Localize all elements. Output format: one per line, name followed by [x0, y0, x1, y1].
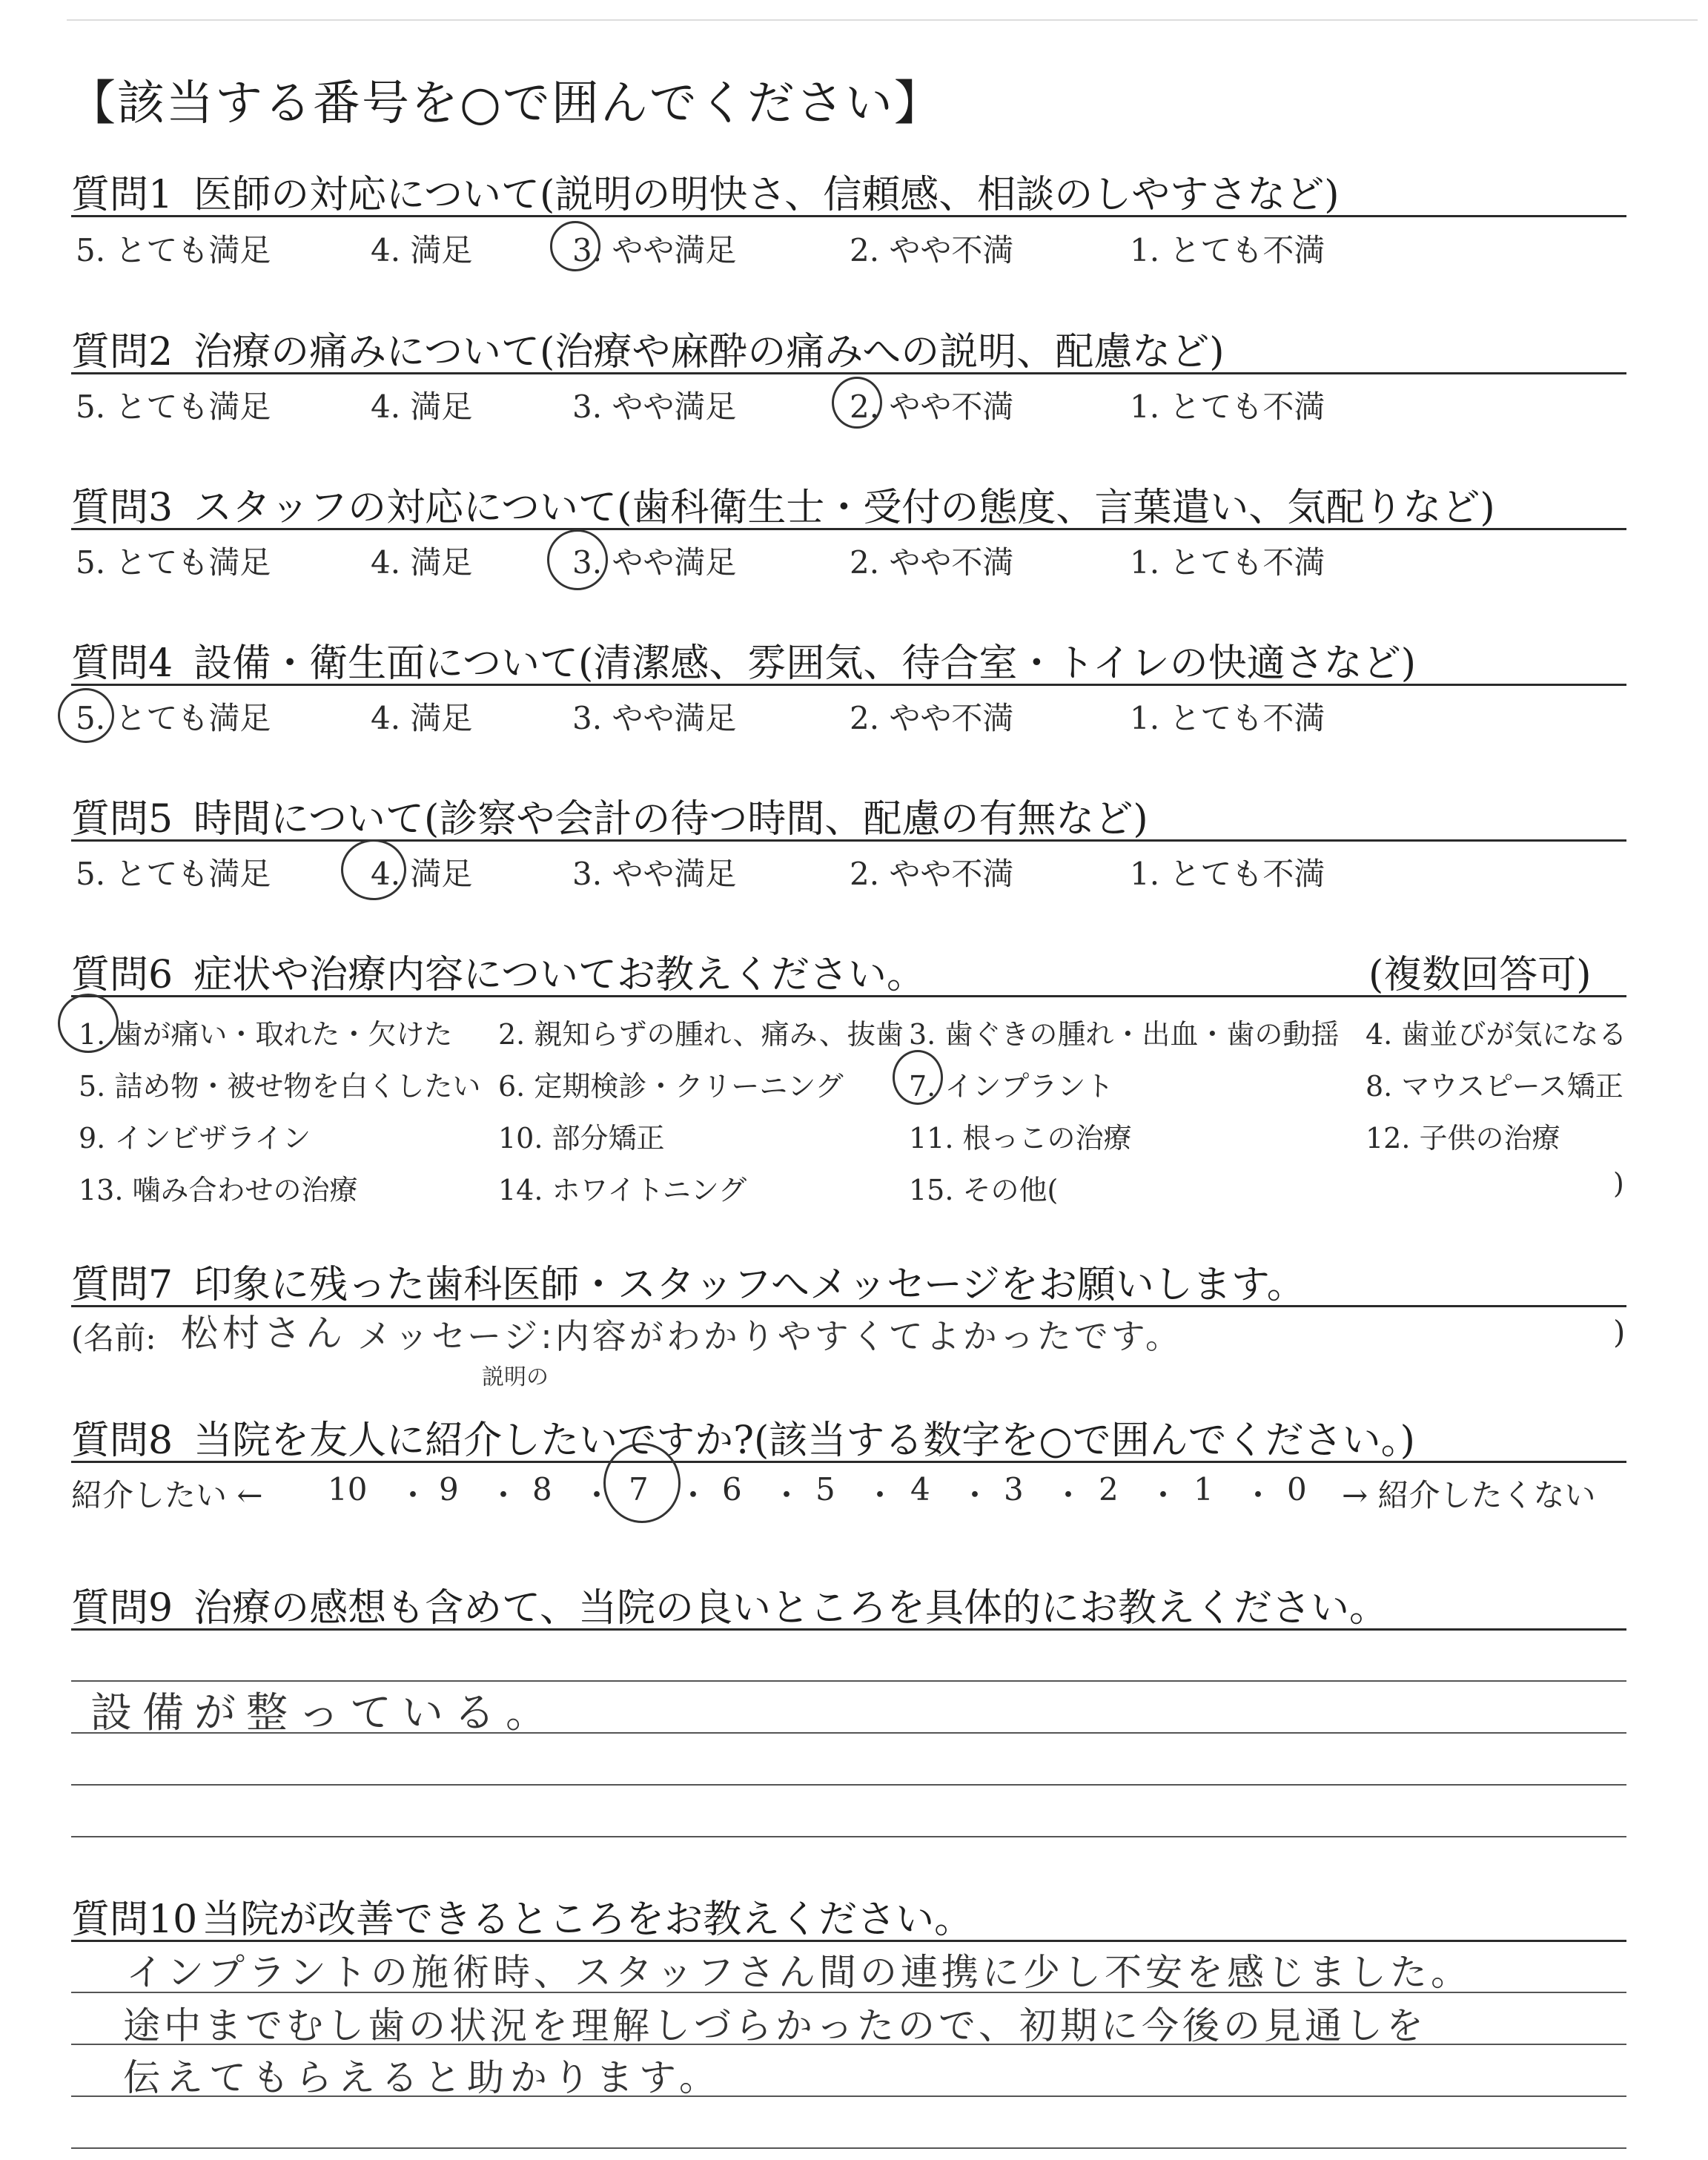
q7-close-paren: )	[1613, 1314, 1626, 1350]
q4-text: 設備・衛生面について(清潔感、雰囲気、待合室・トイレの快適さなど)	[193, 641, 1417, 686]
top-border	[67, 19, 1698, 21]
q6-option-15[interactable]: 15. その他(	[909, 1174, 1059, 1206]
q4-option-4[interactable]: 4. 満足	[371, 700, 473, 736]
q2-selection-circle	[832, 377, 882, 429]
q4-title	[71, 632, 1416, 687]
q6-option-2[interactable]: 2. 親知らずの腫れ、痛み、抜歯	[498, 1018, 904, 1051]
q9-answer[interactable]: 設備が整っている。	[90, 1689, 557, 1737]
q6-rule	[71, 995, 1626, 997]
q8-title	[71, 1409, 1415, 1464]
q7-number: 質問7	[71, 1263, 173, 1307]
q5-option-1[interactable]: 1. とても不満	[1130, 856, 1325, 892]
q8-score-4[interactable]: 4	[910, 1471, 930, 1507]
q6-option-4[interactable]: 4. 歯並びが気になる	[1366, 1018, 1627, 1051]
q4-selection-circle	[58, 688, 114, 743]
q3-text: スタッフの対応について(歯科衛生士・受付の態度、言葉遣い、気配りなど)	[193, 486, 1495, 530]
q9-writing-line	[71, 1784, 1626, 1786]
q8-score-3[interactable]: 3	[1004, 1471, 1024, 1507]
q6-option-9[interactable]: 9. インビザライン	[79, 1122, 311, 1155]
q1-option-3[interactable]: 3. やや満足	[572, 232, 737, 268]
q6-selection-circle-1	[58, 994, 119, 1053]
q5-number: 質問5	[71, 797, 173, 842]
q8-right-label: → 紹介したくない	[1342, 1477, 1596, 1513]
q7-text: 印象に残った歯科医師・スタッフへメッセージをお願いします。	[193, 1263, 1305, 1307]
q3-selection-circle	[547, 529, 608, 590]
q8-dot: ・	[678, 1477, 709, 1513]
q4-option-1[interactable]: 1. とても不満	[1130, 700, 1325, 736]
q6-option-8[interactable]: 8. マウスピース矯正	[1366, 1070, 1623, 1103]
q9-rule	[71, 1628, 1626, 1631]
q3-option-4[interactable]: 4. 満足	[371, 544, 473, 581]
q8-dot: ・	[1053, 1477, 1085, 1513]
q5-option-2[interactable]: 2. やや不満	[850, 856, 1014, 892]
q5-selection-circle	[341, 839, 406, 900]
q7-message-answer[interactable]: メッセージ:内容がわかりやすくてよかったです。	[357, 1316, 1183, 1356]
q9-title	[71, 1576, 1388, 1632]
q8-score-5[interactable]: 5	[815, 1471, 835, 1507]
q4-option-3[interactable]: 3. やや満足	[572, 700, 737, 736]
q4-number: 質問4	[71, 641, 173, 686]
q6-option-5[interactable]: 5. 詰め物・被せ物を白くしたい	[79, 1070, 481, 1103]
q3-option-3[interactable]: 3. やや満足	[572, 544, 737, 581]
q5-option-3[interactable]: 3. やや満足	[572, 856, 737, 892]
q2-title	[71, 320, 1225, 376]
q5-option-4[interactable]: 4. 満足	[371, 856, 473, 892]
q8-score-8[interactable]: 8	[532, 1471, 552, 1507]
q8-selection-circle	[603, 1443, 681, 1523]
page-heading: 【該当する番号を○で囲んでください】	[68, 76, 943, 131]
q2-number: 質問2	[71, 330, 173, 374]
q9-text: 治療の感想も含めて、当院の良いところを具体的にお教えください。	[193, 1586, 1388, 1631]
q1-selection-circle	[550, 221, 600, 271]
q1-option-5[interactable]: 5. とても満足	[76, 232, 271, 268]
q4-option-2[interactable]: 2. やや不満	[850, 700, 1014, 736]
q8-score-7[interactable]: 7	[629, 1471, 649, 1507]
q5-rule	[71, 839, 1626, 842]
q2-option-5[interactable]: 5. とても満足	[76, 389, 271, 425]
q5-text: 時間について(診察や会計の待つ時間、配慮の有無など)	[193, 797, 1148, 842]
q10-answer-line-2[interactable]: 途中までむし歯の状況を理解しづらかったので、初期に今後の見通しを	[123, 2004, 1427, 2047]
q2-option-1[interactable]: 1. とても不満	[1130, 389, 1325, 425]
q4-rule	[71, 684, 1626, 686]
q8-dot: ・	[1242, 1477, 1274, 1513]
q6-option-3[interactable]: 3. 歯ぐきの腫れ・出血・歯の動揺	[909, 1018, 1340, 1051]
q8-dot: ・	[771, 1477, 803, 1513]
q8-score-1[interactable]: 1	[1194, 1471, 1214, 1507]
q6-option-11[interactable]: 11. 根っこの治療	[909, 1122, 1132, 1155]
q5-option-5[interactable]: 5. とても満足	[76, 856, 271, 892]
q8-dot: ・	[488, 1477, 520, 1513]
q8-rule	[71, 1461, 1626, 1463]
q6-option-15-close: )	[1613, 1167, 1624, 1200]
q8-dot: ・	[1148, 1477, 1179, 1513]
q3-number: 質問3	[71, 486, 173, 530]
q1-option-4[interactable]: 4. 満足	[371, 232, 473, 268]
q10-answer-line-1[interactable]: インプラントの施術時、スタッフさん間の連携に少し不安を感じました。	[126, 1951, 1472, 1994]
q8-score-9[interactable]: 9	[439, 1471, 459, 1507]
q7-message-insert: 説明の	[482, 1364, 549, 1390]
q6-option-13[interactable]: 13. 噛み合わせの治療	[79, 1174, 358, 1206]
q6-option-14[interactable]: 14. ホワイトニング	[498, 1174, 747, 1206]
q10-number: 質問10	[71, 1898, 198, 1942]
q8-text: 当院を友人に紹介したいですか?(該当する数字を○で囲んでください。)	[193, 1418, 1415, 1463]
q6-number: 質問6	[71, 953, 173, 997]
q3-option-1[interactable]: 1. とても不満	[1130, 544, 1325, 581]
q6-option-10[interactable]: 10. 部分矯正	[498, 1122, 665, 1155]
q5-title	[71, 787, 1148, 843]
q7-title	[71, 1253, 1305, 1309]
q9-writing-line	[71, 1836, 1626, 1837]
q10-title	[71, 1888, 973, 1943]
q10-rule	[71, 1940, 1626, 1942]
q8-score-10[interactable]: 10	[328, 1471, 368, 1507]
q3-option-5[interactable]: 5. とても満足	[76, 544, 271, 581]
q2-text: 治療の痛みについて(治療や麻酔の痛みへの説明、配慮など)	[193, 330, 1225, 374]
q8-dot: ・	[397, 1477, 429, 1513]
q8-number: 質問8	[71, 1418, 173, 1463]
q8-score-0[interactable]: 0	[1287, 1471, 1307, 1507]
q7-name-answer[interactable]: 松村さん	[181, 1312, 347, 1355]
q6-option-7[interactable]: 7. インプラント	[909, 1070, 1114, 1103]
q10-writing-line	[71, 2147, 1626, 2149]
q2-option-2[interactable]: 2. やや不満	[850, 389, 1014, 425]
q8-dot: ・	[581, 1477, 613, 1513]
q6-text: 症状や治療内容についてお教えください。	[193, 953, 926, 997]
q7-name-prefix: (名前:	[71, 1320, 156, 1356]
q8-score-6[interactable]: 6	[722, 1471, 742, 1507]
q10-answer-line-3[interactable]: 伝えてもらえると助かります。	[123, 2056, 722, 2099]
q6-multiple-note: (複数回答可)	[1368, 953, 1592, 997]
q6-title	[71, 943, 925, 999]
q6-option-1[interactable]: 1. 歯が痛い・取れた・欠けた	[79, 1018, 453, 1051]
q3-option-2[interactable]: 2. やや不満	[850, 544, 1014, 581]
q2-option-3[interactable]: 3. やや満足	[572, 389, 737, 425]
q1-rule	[71, 215, 1626, 217]
q8-dot: ・	[959, 1477, 991, 1513]
q6-option-12[interactable]: 12. 子供の治療	[1366, 1122, 1560, 1155]
q6-option-6[interactable]: 6. 定期検診・クリーニング	[498, 1070, 844, 1103]
q1-text: 医師の対応について(説明の明快さ、信頼感、相談のしやすさなど)	[193, 173, 1340, 217]
q1-option-2[interactable]: 2. やや不満	[850, 232, 1014, 268]
q2-rule	[71, 372, 1626, 374]
q8-left-label: 紹介したい ←	[71, 1477, 263, 1513]
q1-title	[71, 163, 1340, 219]
q4-option-5[interactable]: 5. とても満足	[76, 700, 271, 736]
q3-rule	[71, 528, 1626, 530]
q8-dot: ・	[864, 1477, 896, 1513]
q1-number: 質問1	[71, 173, 173, 217]
q10-text: 当院が改善できるところをお教えください。	[202, 1898, 973, 1942]
q3-title	[71, 476, 1495, 532]
q2-option-4[interactable]: 4. 満足	[371, 389, 473, 425]
q1-option-1[interactable]: 1. とても不満	[1130, 232, 1325, 268]
q9-number: 質問9	[71, 1586, 173, 1631]
q6-selection-circle-7	[893, 1050, 943, 1105]
q8-score-2[interactable]: 2	[1099, 1471, 1119, 1507]
